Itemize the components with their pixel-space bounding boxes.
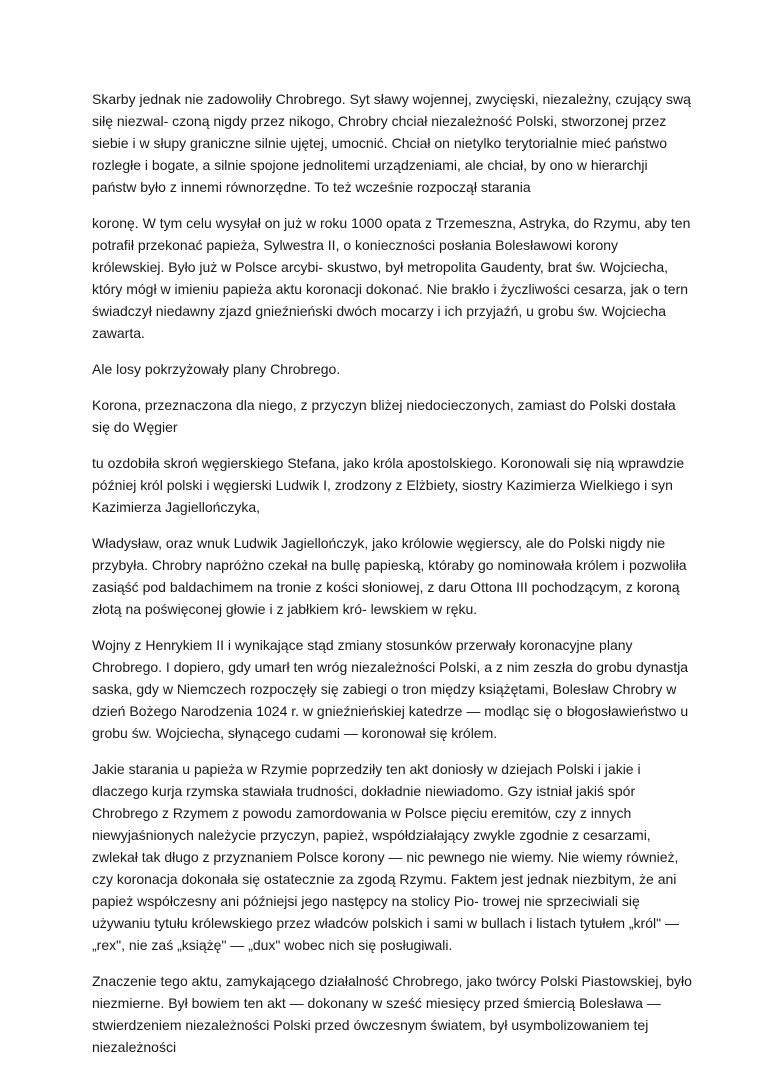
paragraph-treasures: Skarby jednak nie zadowoliły Chrobrego. Syt sławy wojennej, zwycięski, niezależny, czujący swą siłę niezwal- czoną nigdy przez nikogo, Chrobry chciał niezależność Polski, stworzonej przez siebie i w słupy graniczne silnie ujętej, umocnić. Chciał on nietylko terytorialnie mieć państwo rozległe i bogate, a silnie spojone jednolitemi urządzeniami, ale chciał, by ono w hierarchji państw było z innemi równorzędne. To też wcześnie rozpoczął starania [92,91,691,195]
paragraph-fate: Ale losy pokrzyżowały plany Chrobrego. [92,361,341,377]
paragraph-crown-request: koronę. W tym celu wysyłał on już w roku 1000 opata z Trzemeszna, Astryka, do Rzymu, aby ten potrafił przekonać papieża, Sylwestra II, o konieczności posłania Bolesławowi korony królewskiej. Było już w Polsce arcybi- skustwo, był metropolita Gaudenty, brat św. Wojciecha, który mógł w imieniu papieża aktu koronacji dokonać. Nie brakło i życzliwości cesarza, jak o tern świadczył niedawny zjazd gnieźnieński dwóch mocarzy i ich przyjaźń, u grobu św. Wojciecha zawarta. [92,215,691,341]
paragraph-crown-hungary: Korona, przeznaczona dla niego, z przyczyn bliżej niedocieczonych, zamiast do Polski dostała się do Węgier [92,397,676,435]
paragraph-coronation: Wojny z Henrykiem II i wynikające stąd zmiany stosunków przerwały koronacyjne plany Chrobrego. I dopiero, gdy umarł ten wróg niezależności Polski, a z nim zeszła do grobu dynastja saska, gdy w Niemczech rozpoczęły się zabiegi o tron między książętami, Bolesław Chrobry w dzień Bożego Narodzenia 1024 r. w gnieźnieńskiej katedrze — modląc się o błogosławieństwo u grobu św. Wojciecha, słynącego cudami — koronował się królem. [92,637,689,741]
paragraph-papal-efforts: Jakie starania u papieża w Rzymie poprzedziły ten akt doniosły w dziejach Polski i jakie i dlaczego kurja rzymska stawiała trudności, dokładnie niewiadomo. Gzy istniał jakiś spór Chrobrego z Rzymem z powodu zamordowania w Polsce pięciu eremitów, czy z innych niewyjaśnionych należycie przyczyn, papież, współdziałający zwykle zgodnie z cesarzami, zwlekał tak długo z przyznaniem Polsce korony — nic pewnego nie wiemy. Nie wiemy również, czy koronacja dokonała się ostatecznie za zgodą Rzymu. Faktem jest jednak niezbitym, że ani papież współczesny ani późniejsi jego następcy na stolicy Pio- trowej nie sprzeciwiali się używaniu tytułu królewskiego przez władców polskich i sami w bullach i listach tytułem „król" — „rex", nie zaś „książę" — „dux" wobec nich się posługiwali. [92,761,679,953]
paragraph-wladyslaw: Władysław, oraz wnuk Ludwik Jagiellończyk, jako królowie węgierscy, ale do Polski nigdy nie przybyła. Chrobry napróżno czekał na bullę papieską, któraby go nominowała królem i pozwoliła zasiąść pod baldachimem na tronie z kości słoniowej, z daru Ottona III pochodzącym, z koroną złotą na poświęconej głowie i z jabłkiem kró- lewskiem w ręku. [92,535,687,617]
paragraph-significance: Znaczenie tego aktu, zamykającego działalność Chrobrego, jako twórcy Polski Piastowskiej, było niezmierne. Był bowiem ten akt — dokonany w sześć miesięcy przed śmiercią Bolesława — stwierdzeniem niezależności Polski przed ówczesnym światem, był usymbolizowaniem tej niezależności [92,973,692,1055]
document-page [92,88,692,1072]
paragraph-stefan: tu ozdobiła skroń węgierskiego Stefana, jako króla apostolskiego. Koronowali się nią wprawdzie później król polski i węgierski Ludwik I, zrodzony z Elżbiety, siostry Kazimierza Wielkiego i syn Kazimierza Jagiellończyka, [92,455,685,515]
